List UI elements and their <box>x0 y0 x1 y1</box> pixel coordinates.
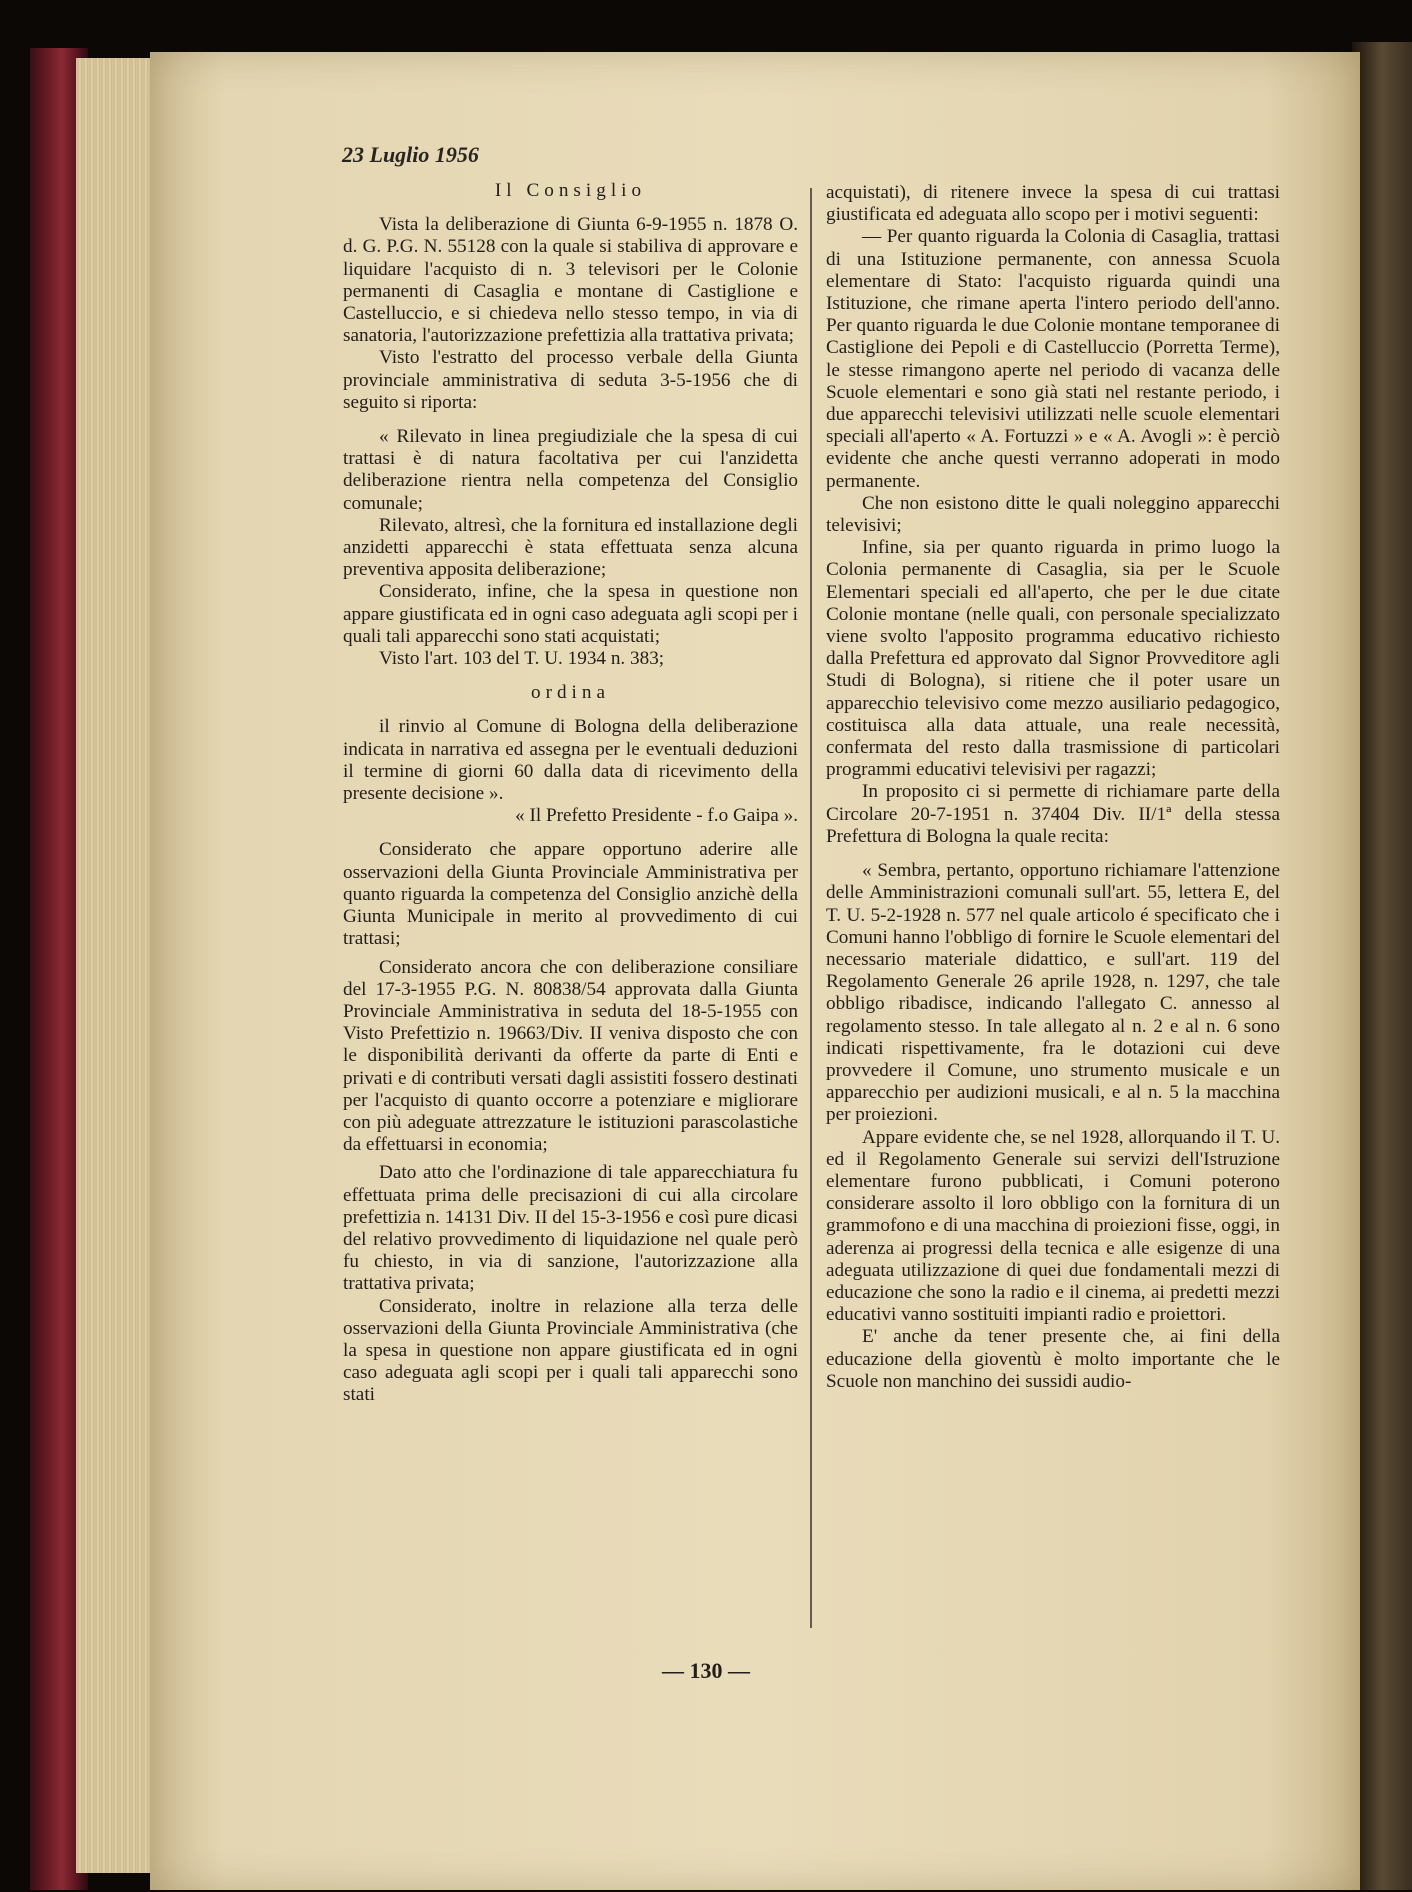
signature-line: « Il Prefetto Presidente - f.o Gaipa ». <box>515 805 798 827</box>
paragraph: Vista la deliberazione di Giunta 6-9-1955 n. 1878 O. d. G. P.G. N. 55128 con la quale si stabiliva di approvare e liquidare l'acquisto di n. 3 televisori per le Colonie permanenti di Casaglia e montane di Castiglione e Castelluccio, e si chiedeva nello stesso tempo, in via di sanatoria, l'autorizzazione prefettizia alla trattativa privata; <box>343 214 798 347</box>
column-divider <box>810 188 812 1628</box>
paragraph: Dato atto che l'ordinazione di tale apparecchiatura fu effettuata prima delle precisazioni di cui alla circolare prefettizia n. 14131 Div. II del 15-3-1956 e così pure dicasi del relativo provvedimento di liquidazione nel quale però fu chiesto, in via di sanzione, l'autorizzazione alla trattativa privata; <box>343 1162 798 1295</box>
paragraph: Considerato che appare opportuno aderire alle osservazioni della Giunta Provinciale Amministrativa per quanto riguarda la competenza del Consiglio anzichè della Giunta Municipale in merito al provvedimento di cui trattasi; <box>343 839 798 950</box>
paragraph: Considerato, inoltre in relazione alla terza delle osservazioni della Giunta Provinciale Amministrativa (che la spesa in questione non appare giustificata ed in ogni caso adeguata agli scopi per i quali tali apparecchi sono stati <box>343 1295 798 1406</box>
section-title-consiglio: Il Consiglio <box>494 180 647 201</box>
quoted-paragraph: « Rilevato in linea pregiudiziale che la spesa di cui trattasi è di natura facoltativa per cui l'anzidetta deliberazione rientra nella competenza del Consiglio comunale; <box>343 426 798 514</box>
facing-page-edge <box>1352 42 1412 1890</box>
section-title-ordina: ordina <box>530 682 611 704</box>
quoted-paragraph: Rilevato, altresì, che la fornitura ed installazione degli anzidetti apparecchi è stata effettuata senza alcuna preventiva apposita deliberazione; <box>343 514 798 581</box>
paragraph: Appare evidente che, se nel 1928, allorquando il T. U. ed il Regolamento Generale sui servizi dell'Istruzione elementare furono pubblicati, i Comuni poterono considerare assolto il loro obbligo con la fornitura di un grammofono e di una macchina di proiezioni fisse, oggi, in aderenza ai progressi della tecnica e alle esigenze di una adeguata utilizzazione di quei due fondamentali mezzi di educazione che sono la radio e il cinema, ai predetti mezzi educativi vanno sostituiti impianti radio e proiettori. <box>826 1126 1280 1326</box>
paragraph: Infine, sia per quanto riguarda in primo luogo la Colonia permanente di Casaglia, sia per le Scuole Elementari speciali ed all'aperto, che per le due citate Colonie montane (nelle quali, con personale specializzato viene svolto l'apposito programma educativo richiesto dalla Prefettura ed approvato dal Signor Provveditore agli Studi di Bologna), si ritiene che il poter usare un apparecchio televisivo come mezzo ausiliario pedagogico, costituisca alla data attuale, una reale necessità, confermata del resto dalla trasmissione di particolari programmi educativi televisivi per ragazzi; <box>826 537 1280 781</box>
paragraph: — Per quanto riguarda la Colonia di Casaglia, trattasi di una Istituzione permanente, con annessa Scuola elementare di Stato: l'acquisto riguarda quindi una Istituzione, che rimane aperta l'intero periodo dell'anno. Per quanto riguarda le due Colonie montane temporanee di Castiglione dei Pepoli e di Castelluccio (Porretta Terme), le stesse rimangono aperte nel periodo di vacanza delle Scuole elementari e sono già stati nel restante periodo, i due apparecchi televisivi utilizzati nelle scuole elementari speciali all'aperto « A. Fortuzzi » e « A. Avogli »: è perciò evidente che anche questi verranno adoperati in modo permanente. <box>826 226 1280 492</box>
paragraph: Visto l'estratto del processo verbale della Giunta provinciale amministrativa di seduta 3-5-1956 che di seguito si riporta: <box>343 347 798 413</box>
paragraph: In proposito ci si permette di richiamare parte della Circolare 20-7-1951 n. 37404 Div. II/1ª della stessa Prefettura di Bologna la quale recita: <box>826 781 1280 847</box>
left-column <box>343 180 798 1407</box>
page-date-header: 23 Luglio 1956 <box>342 142 479 167</box>
paragraph: acquistati), di ritenere invece la spesa di cui trattasi giustificata ed adeguata allo scopo per i motivi seguenti: <box>826 182 1280 226</box>
quoted-paragraph: « Sembra, pertanto, opportuno richiamare l'attenzione delle Amministrazioni comunali sull'art. 55, lettera E, del T. U. 5-2-1928 n. 577 nel quale articolo é specificato che i Comuni hanno l'obbligo di fornire le Scuole elementari del necessario materiale didattico, e sull'art. 119 del Regolamento Generale 26 aprile 1928, n. 1297, che tale obbligo ribadisce, indicando l'allegato C. annesso al regolamento stesso. In tale allegato al n. 2 e al n. 6 sono indicati rispettivamente, fra le dotazioni cui deve provvedere il Comune, uno strumento musicale e un apparecchio per audizioni musicali, e al n. 5 la macchina per proiezioni. <box>826 860 1280 1126</box>
page-number: — 130 — <box>662 1658 750 1683</box>
quoted-paragraph: Considerato, infine, che la spesa in questione non appare giustificata ed in ogni caso adeguata agli scopi per i quali tali apparecchi sono stati acquistati; <box>343 581 798 647</box>
paragraph: Considerato ancora che con deliberazione consiliare del 17-3-1955 P.G. N. 80838/54 approvata dalla Giunta Provinciale Amministrativa in seduta del 18-5-1955 con Visto Prefettizio n. 19663/Div. II veniva disposto che con le disponibilità derivanti da offerte da parte di Enti e privati e di contributi versati dagli assistiti fossero destinati per l'acquisto di quanto occorre a potenziare e migliorare con più adeguate attrezzature le istituzioni parascolastiche da effettuarsi in economia; <box>343 956 798 1156</box>
quoted-paragraph: il rinvio al Comune di Bologna della deliberazione indicata in narrativa ed assegna per le eventuali deduzioni il termine di giorni 60 dalla data di ricevimento della presente decisione ». <box>343 716 798 805</box>
quoted-paragraph: Visto l'art. 103 del T. U. 1934 n. 383; <box>379 648 665 670</box>
paragraph: E' anche da tener presente che, ai fini della educazione della gioventù è molto importante che le Scuole non manchino dei sussidi audio- <box>826 1326 1280 1392</box>
paragraph: Che non esistono ditte le quali noleggino apparecchi televisivi; <box>826 492 1280 537</box>
right-column <box>826 182 1280 1393</box>
